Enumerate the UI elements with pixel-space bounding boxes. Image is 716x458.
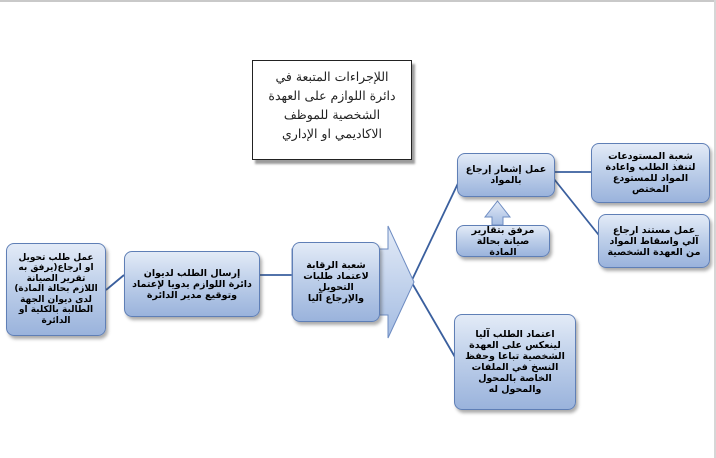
node-maintenance-text: مرفق بتقارير صيانة بحالة المادة xyxy=(471,224,535,258)
node-return-doc-text: عمل مستند ارجاع آلي واسقاط المواد من العهدة الشخصية xyxy=(607,224,701,258)
node-control-text: شعبة الرقابة لاعتماد طلبات التحويل والإرجاع آليا xyxy=(303,260,369,304)
node-warehouse xyxy=(591,143,710,203)
connector-control-notice xyxy=(412,177,461,280)
node-control xyxy=(292,242,380,322)
connector-control-approve xyxy=(412,283,459,364)
node-return-notice-text: عمل إشعار إرجاع بالمواد xyxy=(465,164,547,186)
node-request-text: عمل طلب تحويل او ارجاع(يرفق به تقرير الصيانة اللازم بحالة المادة) لدى ديوان الجهة الطالبة بالكلية او الدائرة xyxy=(14,252,98,326)
node-approve-text: اعتماد الطلب آليا لينعكس على العهدة الشخصية تباعا وحفظ النسخ في الملفات الخاصة بالمحول والمحول له xyxy=(465,329,565,395)
node-send-text: إرسال الطلب لديوان دائرة اللوازم يدويا لإعتماد وتوقيع مدير الدائرة xyxy=(132,267,252,301)
up-arrow xyxy=(485,201,510,225)
node-send xyxy=(124,251,260,317)
diagram-title: اللإجراءات المتبعة في دائرة اللوازم على العهدة الشخصية للموظف الاكاديمي او الإداري xyxy=(252,60,412,160)
node-maintenance xyxy=(456,225,550,257)
connector-request-send xyxy=(106,275,124,290)
node-warehouse-text: شعبة المستودعات لتنفذ الطلب واعادة المواد للمستودع المختص xyxy=(605,151,696,195)
node-request xyxy=(6,243,106,336)
node-return-notice xyxy=(457,153,555,197)
node-approve xyxy=(454,314,576,410)
node-return-doc xyxy=(598,214,710,268)
